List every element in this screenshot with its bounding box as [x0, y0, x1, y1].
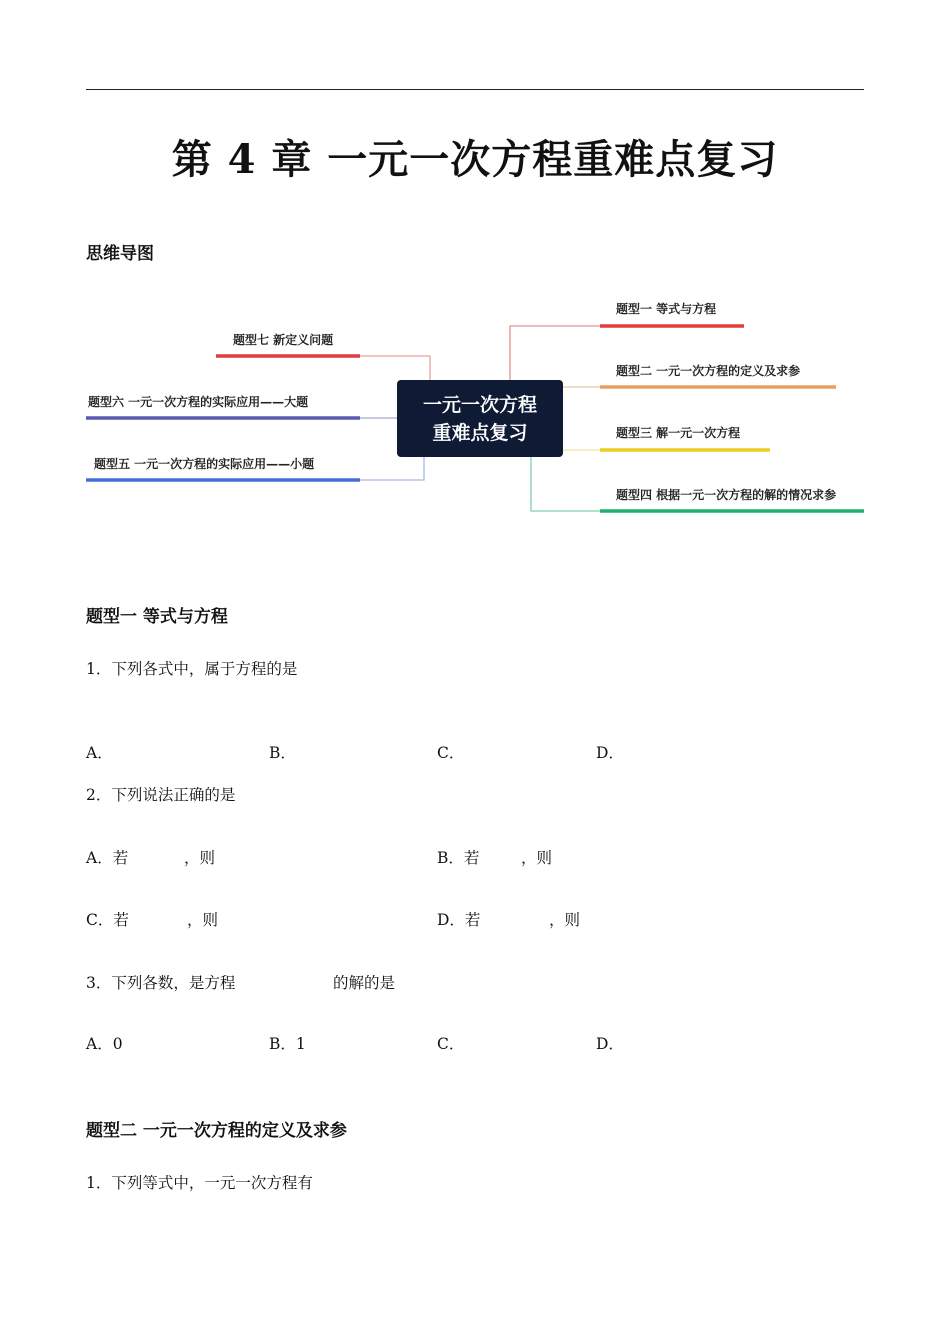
q2-option-b-then: ，则 — [521, 849, 553, 867]
q1-stem: 1．下列各式中，属于方程的是 — [86, 660, 298, 678]
q3-option-c: C． — [437, 1035, 465, 1053]
q2-option-d-then: ，则 — [549, 911, 581, 929]
branch-t2-label: 题型二 一元一次方程的定义及求参 — [616, 364, 801, 378]
q3-option-b: B．1 — [269, 1035, 306, 1053]
connector-t7 — [360, 356, 430, 380]
q2-option-c-prefix: C．若 — [86, 911, 129, 929]
q1-option-c: C． — [437, 744, 465, 762]
q3-option-a: A．0 — [86, 1035, 123, 1053]
branch-t3-label: 题型三 解一元一次方程 — [616, 426, 741, 440]
connector-t1 — [510, 326, 600, 380]
q3-option-d: D． — [596, 1035, 624, 1053]
q2-option-a-prefix: A．若 — [86, 849, 129, 867]
page-title: 第 4 章 一元一次方程重难点复习 — [171, 136, 779, 183]
q1-option-d: D． — [596, 744, 624, 762]
q3-stem-part2: 的解的是 — [333, 974, 396, 992]
q2-option-d-prefix: D．若 — [437, 911, 481, 929]
branch-t1-label: 题型一 等式与方程 — [616, 302, 717, 316]
center-line-2: 重难点复习 — [432, 422, 528, 444]
s2-q1-stem: 1．下列等式中，一元一次方程有 — [86, 1174, 313, 1192]
branch-t5-label: 题型五 一元一次方程的实际应用——小题 — [94, 457, 315, 471]
branch-t7-label: 题型七 新定义问题 — [233, 333, 334, 347]
q1-option-b: B． — [269, 744, 296, 762]
q1-option-a: A． — [86, 744, 113, 762]
q2-option-c-then: ，则 — [187, 911, 219, 929]
mindmap-heading: 思维导图 — [86, 244, 154, 264]
branch-t4-label: 题型四 根据一元一次方程的解的情况求参 — [616, 488, 837, 502]
branch-t6-label: 题型六 一元一次方程的实际应用——大题 — [88, 395, 309, 409]
top-rule — [86, 89, 864, 90]
q2-option-a-then: ，则 — [184, 849, 216, 867]
connector-t4 — [531, 457, 600, 511]
q2-option-b-prefix: B．若 — [437, 849, 480, 867]
connector-t5 — [360, 457, 424, 480]
q2-stem: 2．下列说法正确的是 — [86, 786, 236, 804]
section1-heading: 题型一 等式与方程 — [86, 607, 228, 627]
section2-heading: 题型二 一元一次方程的定义及求参 — [86, 1121, 347, 1141]
q3-stem-part1: 3．下列各数，是方程 — [86, 974, 236, 992]
mindmap-center-node — [397, 380, 563, 457]
center-line-1: 一元一次方程 — [422, 394, 537, 416]
